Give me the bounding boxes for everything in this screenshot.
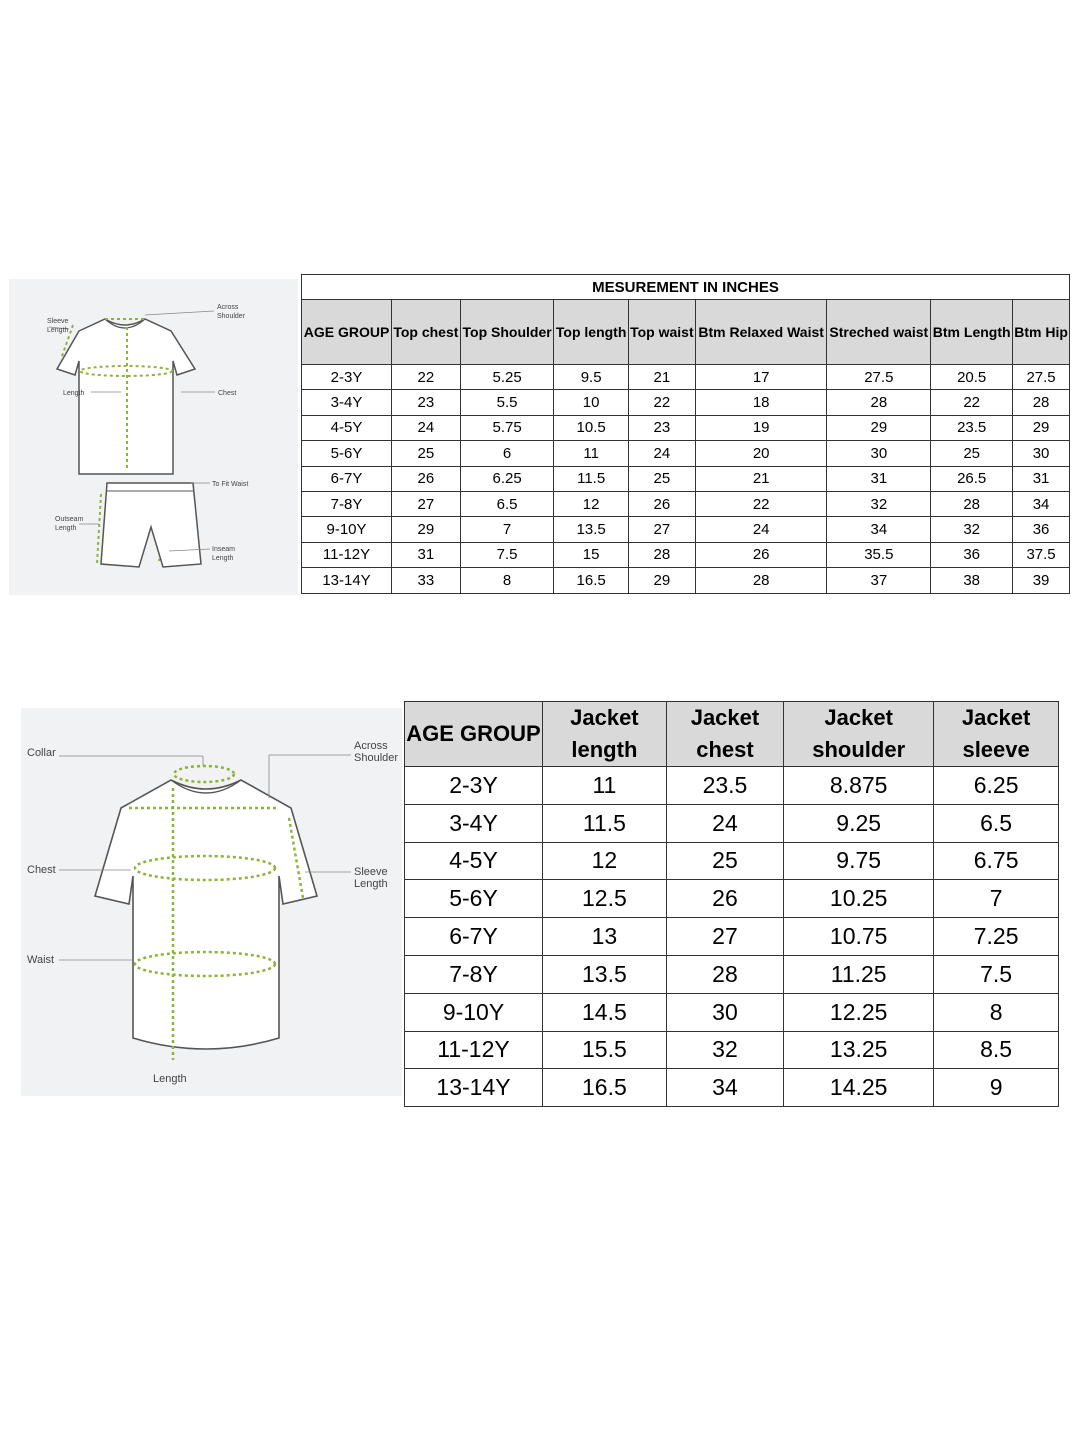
table-row xyxy=(405,1031,1059,1069)
table-cell: 28 xyxy=(1013,390,1070,415)
table-cell: 22 xyxy=(931,390,1013,415)
table-cell: 24 xyxy=(695,517,827,542)
table-cell: 11 xyxy=(543,767,667,805)
age-group-cell: 9-10Y xyxy=(302,517,392,542)
table-cell: 9 xyxy=(934,1069,1059,1107)
table-row xyxy=(302,365,1070,390)
table-cell: 20.5 xyxy=(931,365,1013,390)
table-cell: 31 xyxy=(827,466,931,491)
table-cell: 11.25 xyxy=(784,955,934,993)
table-cell: 36 xyxy=(1013,517,1070,542)
table-cell: 35.5 xyxy=(827,542,931,567)
table-cell: 17 xyxy=(695,365,827,390)
header-row xyxy=(302,300,1070,365)
table-cell: 22 xyxy=(392,365,461,390)
age-group-cell: 6-7Y xyxy=(405,918,543,956)
jacket-illustration xyxy=(21,708,402,1096)
table-row xyxy=(302,441,1070,466)
table-row xyxy=(302,390,1070,415)
table-cell: 9.75 xyxy=(784,842,934,880)
chest-label: Chest xyxy=(218,390,237,397)
table-cell: 28 xyxy=(931,491,1013,516)
col-header: Btm Length xyxy=(931,300,1013,365)
age-group-cell: 9-10Y xyxy=(405,993,543,1031)
table-cell: 25 xyxy=(392,441,461,466)
table-cell: 27.5 xyxy=(827,365,931,390)
age-group-cell: 7-8Y xyxy=(405,955,543,993)
table-cell: 20 xyxy=(695,441,827,466)
table-cell: 25 xyxy=(628,466,695,491)
table-cell: 21 xyxy=(628,365,695,390)
table-cell: 27 xyxy=(628,517,695,542)
table-cell: 6.5 xyxy=(934,804,1059,842)
table-cell: 5.75 xyxy=(460,415,554,440)
table-cell: 27.5 xyxy=(1013,365,1070,390)
table-row xyxy=(405,842,1059,880)
collar-label: Collar xyxy=(27,747,56,759)
age-group-cell: 11-12Y xyxy=(302,542,392,567)
table-cell: 7 xyxy=(934,880,1059,918)
measurement-table-jacket xyxy=(404,701,1059,1107)
age-group-cell: 13-14Y xyxy=(302,568,392,593)
table-cell: 26 xyxy=(628,491,695,516)
table-row xyxy=(302,517,1070,542)
table-cell: 26 xyxy=(695,542,827,567)
table-cell: 28 xyxy=(666,955,783,993)
table-cell: 10 xyxy=(554,390,628,415)
table-row xyxy=(405,1069,1059,1107)
age-group-cell: 3-4Y xyxy=(405,804,543,842)
table-cell: 23 xyxy=(392,390,461,415)
table-cell: 24 xyxy=(628,441,695,466)
table-row xyxy=(405,804,1059,842)
table-cell: 23.5 xyxy=(931,415,1013,440)
table-cell: 8 xyxy=(934,993,1059,1031)
table-cell: 6 xyxy=(460,441,554,466)
table-cell: 5.5 xyxy=(460,390,554,415)
age-group-cell: 13-14Y xyxy=(405,1069,543,1107)
col-header: Jacket chest xyxy=(666,702,783,767)
tshirt-shorts-diagram xyxy=(9,279,298,595)
table-cell: 38 xyxy=(931,568,1013,593)
sleeve-length-label: Sleeve Length xyxy=(47,318,69,334)
table-cell: 13 xyxy=(543,918,667,956)
measurement-table-top-bottom xyxy=(301,274,1070,594)
across-shoulder-label: Across Shoulder xyxy=(217,304,246,320)
table-row xyxy=(302,466,1070,491)
table-cell: 26 xyxy=(666,880,783,918)
sleeve-length-label: Sleeve Length xyxy=(354,866,388,890)
to-fit-waist-label: To Fit Waist xyxy=(212,481,249,488)
age-group-cell: 3-4Y xyxy=(302,390,392,415)
inseam-length-label: Inseam Length xyxy=(212,546,235,562)
table-cell: 29 xyxy=(1013,415,1070,440)
table-cell: 13.5 xyxy=(554,517,628,542)
table-cell: 6.25 xyxy=(460,466,554,491)
age-group-cell: 5-6Y xyxy=(405,880,543,918)
age-group-cell: 5-6Y xyxy=(302,441,392,466)
table-cell: 8.875 xyxy=(784,767,934,805)
age-group-cell: 4-5Y xyxy=(302,415,392,440)
table-cell: 25 xyxy=(666,842,783,880)
table-cell: 18 xyxy=(695,390,827,415)
table-cell: 29 xyxy=(628,568,695,593)
col-header: AGE GROUP xyxy=(302,300,392,365)
length-label: Length xyxy=(63,390,85,397)
table-cell: 26 xyxy=(392,466,461,491)
chest-label: Chest xyxy=(27,864,56,876)
table-row xyxy=(405,880,1059,918)
age-group-cell: 4-5Y xyxy=(405,842,543,880)
table-cell: 24 xyxy=(392,415,461,440)
table-row xyxy=(405,955,1059,993)
table-cell: 15.5 xyxy=(543,1031,667,1069)
table-cell: 33 xyxy=(392,568,461,593)
table-cell: 12 xyxy=(543,842,667,880)
table-row xyxy=(302,568,1070,593)
age-group-cell: 11-12Y xyxy=(405,1031,543,1069)
col-header: AGE GROUP xyxy=(405,702,543,767)
age-group-cell: 6-7Y xyxy=(302,466,392,491)
table-cell: 22 xyxy=(628,390,695,415)
table-cell: 14.5 xyxy=(543,993,667,1031)
table-row xyxy=(302,542,1070,567)
table-cell: 11 xyxy=(554,441,628,466)
table-cell: 24 xyxy=(666,804,783,842)
age-group-cell: 7-8Y xyxy=(302,491,392,516)
table-cell: 27 xyxy=(392,491,461,516)
table-cell: 31 xyxy=(392,542,461,567)
table-cell: 10.25 xyxy=(784,880,934,918)
col-header: Top length xyxy=(554,300,628,365)
table-cell: 16.5 xyxy=(543,1069,667,1107)
table-row xyxy=(405,918,1059,956)
table-cell: 10.5 xyxy=(554,415,628,440)
col-header: Btm Hip xyxy=(1013,300,1070,365)
age-group-cell: 2-3Y xyxy=(302,365,392,390)
table-cell: 27 xyxy=(666,918,783,956)
table-cell: 30 xyxy=(666,993,783,1031)
table-cell: 29 xyxy=(392,517,461,542)
col-header: Streched waist xyxy=(827,300,931,365)
table-cell: 6.75 xyxy=(934,842,1059,880)
table-cell: 32 xyxy=(666,1031,783,1069)
table-cell: 6.25 xyxy=(934,767,1059,805)
outseam-length-label: Outseam Length xyxy=(55,516,84,532)
table-cell: 7 xyxy=(460,517,554,542)
table-cell: 36 xyxy=(931,542,1013,567)
table-cell: 37 xyxy=(827,568,931,593)
table-cell: 11.5 xyxy=(543,804,667,842)
waist-label: Waist xyxy=(27,954,55,966)
table-cell: 10.75 xyxy=(784,918,934,956)
table-cell: 31 xyxy=(1013,466,1070,491)
table-cell: 11.5 xyxy=(554,466,628,491)
col-header: Jacket sleeve xyxy=(934,702,1059,767)
table-cell: 9.25 xyxy=(784,804,934,842)
table-cell: 7.25 xyxy=(934,918,1059,956)
table-cell: 28 xyxy=(628,542,695,567)
table-cell: 28 xyxy=(695,568,827,593)
table-cell: 19 xyxy=(695,415,827,440)
table-cell: 39 xyxy=(1013,568,1070,593)
table-cell: 9.5 xyxy=(554,365,628,390)
table-cell: 25 xyxy=(931,441,1013,466)
col-header: Jacket shoulder xyxy=(784,702,934,767)
table-cell: 13.25 xyxy=(784,1031,934,1069)
table-cell: 6.5 xyxy=(460,491,554,516)
table-cell: 7.5 xyxy=(460,542,554,567)
table-cell: 30 xyxy=(1013,441,1070,466)
col-header: Jacket length xyxy=(543,702,667,767)
tshirt-shorts-illustration xyxy=(9,279,298,595)
col-header: Btm Relaxed Waist xyxy=(695,300,827,365)
table-row xyxy=(302,491,1070,516)
jacket-diagram xyxy=(21,708,402,1096)
table-cell: 16.5 xyxy=(554,568,628,593)
table-cell: 21 xyxy=(695,466,827,491)
header-row xyxy=(405,702,1059,767)
table-cell: 12.25 xyxy=(784,993,934,1031)
table-cell: 23 xyxy=(628,415,695,440)
table-cell: 26.5 xyxy=(931,466,1013,491)
table-cell: 23.5 xyxy=(666,767,783,805)
table-cell: 12.5 xyxy=(543,880,667,918)
table-cell: 34 xyxy=(1013,491,1070,516)
col-header: Top chest xyxy=(392,300,461,365)
col-header: Top waist xyxy=(628,300,695,365)
table-row xyxy=(302,415,1070,440)
table-cell: 30 xyxy=(827,441,931,466)
table-cell: 14.25 xyxy=(784,1069,934,1107)
table-cell: 32 xyxy=(931,517,1013,542)
table-cell: 37.5 xyxy=(1013,542,1070,567)
table-cell: 8 xyxy=(460,568,554,593)
table-row xyxy=(405,993,1059,1031)
table-cell: 12 xyxy=(554,491,628,516)
table-cell: 32 xyxy=(827,491,931,516)
table-cell: 8.5 xyxy=(934,1031,1059,1069)
table-cell: 5.25 xyxy=(460,365,554,390)
table-cell: 28 xyxy=(827,390,931,415)
table-cell: 22 xyxy=(695,491,827,516)
col-header: Top Shoulder xyxy=(460,300,554,365)
table-cell: 15 xyxy=(554,542,628,567)
age-group-cell: 2-3Y xyxy=(405,767,543,805)
table-cell: 13.5 xyxy=(543,955,667,993)
table-row xyxy=(405,767,1059,805)
table-cell: 34 xyxy=(666,1069,783,1107)
length-label: Length xyxy=(153,1073,187,1085)
table-cell: 29 xyxy=(827,415,931,440)
table-cell: 7.5 xyxy=(934,955,1059,993)
across-shoulder-label: Across Shoulder xyxy=(354,740,399,764)
table-title: MESUREMENT IN INCHES xyxy=(302,275,1070,300)
table-cell: 34 xyxy=(827,517,931,542)
